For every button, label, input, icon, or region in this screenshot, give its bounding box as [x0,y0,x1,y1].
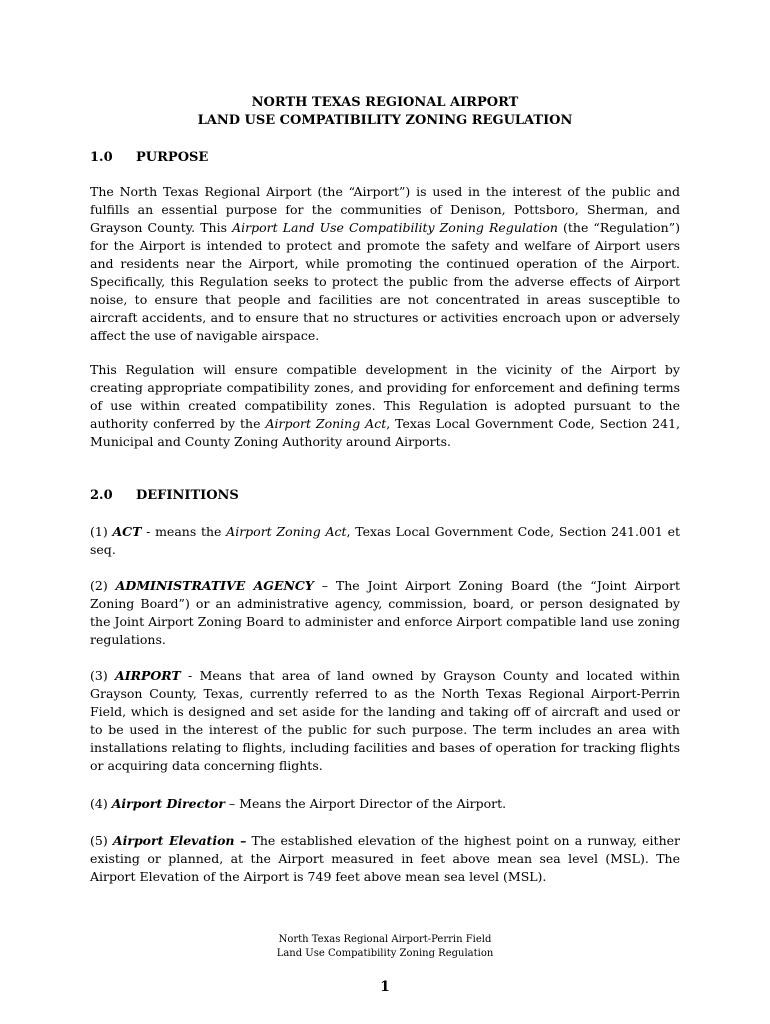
text-run: – Means the Airport Director of the Airport. [224,796,507,811]
section-number: 1.0 [90,150,113,165]
definition-term: Airport Elevation – [112,833,247,848]
definition-number: (4) [90,796,112,811]
text-run: - Means that area of land owned by Grayson County and located within Grayson County, Texas, currently referred to as the North Texas Regional Airport-Perrin Field, which is designed and set aside for the landing and taking off of aircraft and used or to be used in the interest of the public for such purpose. The term includes an area with installations relating to flights, including facilities and bases of operation for tracking flights or acquiring data concerning flights. [90,668,680,773]
definition-term: Airport Director [111,796,225,811]
definition-term: AIRPORT [115,668,181,683]
definition-3 [90,667,680,775]
section-number: 2.0 [90,488,113,503]
text-run: The established elevation of the highest point on a runway, either existing or planned, at the Airport measured in feet above mean sea level (MSL). The Airport Elevation of the Airport is 749 feet above mean sea level (MSL). [90,833,680,884]
purpose-paragraph-1 [90,183,680,345]
definition-term: ACT [112,524,142,539]
purpose-paragraph-2 [90,361,680,451]
section-title: DEFINITIONS [136,488,239,503]
text-run: The North Texas Regional Airport (the “Airport”) is used in the interest of the public and fulfills an essential purpose for the communities of Denison, Pottsboro, Sherman, and Grayson County. This [90,184,680,235]
definition-2 [90,577,680,649]
definition-number: (5) [90,833,113,848]
definition-4 [90,795,680,813]
definition-5 [90,832,680,886]
section-title: PURPOSE [136,150,209,165]
text-run: , Texas Local Government Code, Section 241, Municipal and County Zoning Authority around Airports. [90,416,680,449]
act-reference: Airport Zoning Act [265,416,387,431]
text-run: – The Joint Airport Zoning Board (the “Joint Airport Zoning Board”) or an administrative agency, commission, board, or person designated by the Joint Airport Zoning Board to administer and enforce Airport compatible land use zoning regulations. [90,578,681,647]
section-heading-purpose [90,149,208,167]
definition-number: (1) [90,524,113,539]
page-number: 1 [380,979,390,995]
text-run: This Regulation will ensure compatible development in the vicinity of the Airport by creating appropriate compatibility zones, and providing for enforcement and defining terms of use within created compatibility zones. This Regulation is adopted pursuant to the authority conferred by the [90,362,680,431]
footer-line-2: Land Use Compatibility Zoning Regulation [276,948,494,959]
text-run: - means the [141,524,227,539]
definition-1 [90,523,680,559]
definition-number: (3) [90,668,116,683]
document-title-reference: Airport Land Use Compatibility Zoning Regulation [232,220,558,235]
text-run: (the “Regulation”) for the Airport is intended to protect and promote the safety and welfare of Airport users and residents near the Airport, while promoting the continued operation of the Airport. Specifically, this Regulation seeks to protect the public from the adverse effects of Airport noise, to ensure that people and facilities are not concentrated in areas susceptible to aircraft accidents, and to ensure that no structures or activities encroach upon or adversely affect the use of navigable airspace. [90,220,680,343]
definition-number: (2) [90,578,116,593]
definition-term: ADMINISTRATIVE AGENCY [115,578,314,593]
act-reference: Airport Zoning Act [226,524,347,539]
document-title-line-2: LAND USE COMPATIBILITY ZONING REGULATION [197,113,573,128]
text-run: , Texas Local Government Code, Section 241.001 et seq. [90,524,680,557]
document-title-line-1: NORTH TEXAS REGIONAL AIRPORT [251,95,519,110]
section-heading-definitions [90,487,239,505]
footer-line-1: North Texas Regional Airport-Perrin Field [278,934,492,945]
